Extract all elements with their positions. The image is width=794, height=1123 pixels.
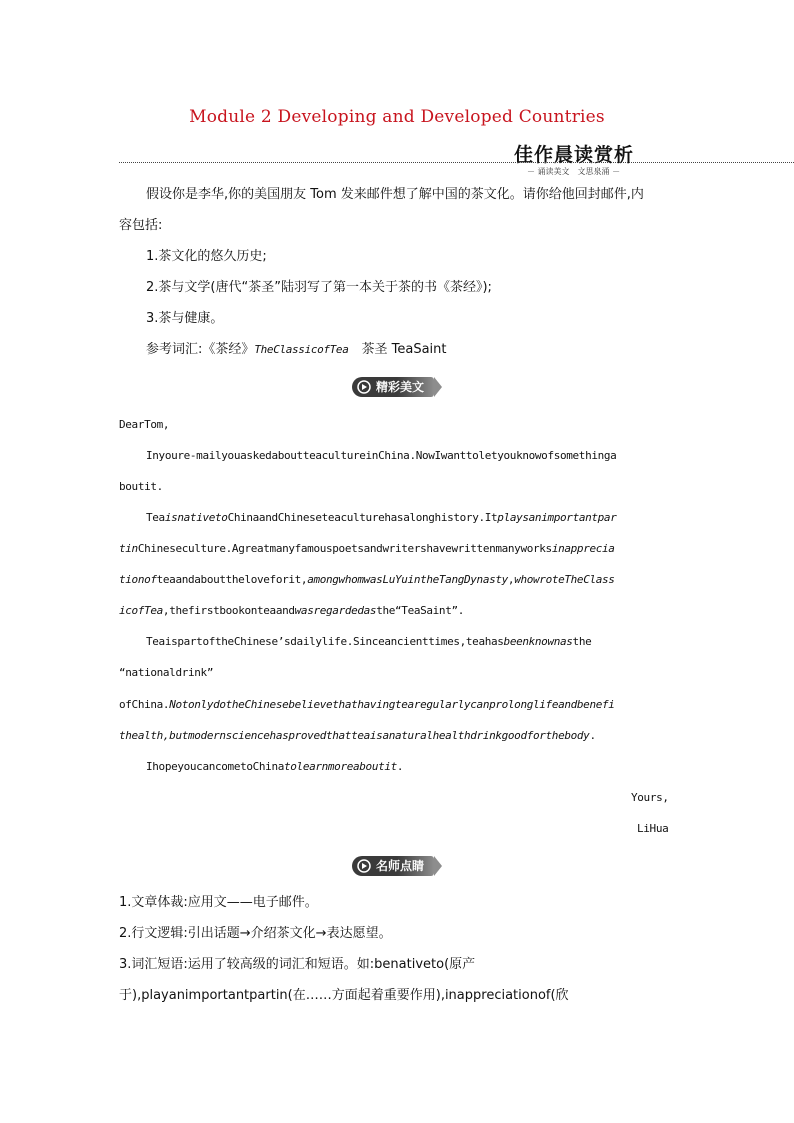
note-2: 2.行文逻辑:引出话题→介绍茶文化→表达愿望。 [119, 926, 392, 941]
highlight-phrase: thealth,butmodernsciencehasprovedthatteaisanaturalhealthdrinkgoodforthebody [119, 729, 590, 742]
banner-subheading: － 诵读美文 文思泉涌 － [527, 167, 621, 176]
highlight-phrase: whowroteTheClass [514, 573, 615, 586]
section-label-teacher-notes [352, 856, 434, 876]
prompt-item-2: 2.茶与文学(唐代“茶圣”陆羽写了第一本关于茶的书《茶经》); [146, 280, 492, 295]
highlight-phrase: NotonlydotheChinesebelievethathavingtearegularlycanprolonglifeandbenefi [169, 698, 615, 711]
highlight-phrase: inapprecia [551, 542, 615, 555]
text-run: Tea [146, 511, 165, 524]
letter-signature: LiHua [637, 822, 669, 835]
letter-p1-line2: boutit. [119, 480, 163, 493]
highlight-phrase: tin [119, 542, 138, 555]
text-run: Chineseculture.Agreatmanyfamouspoetsandwritershavewrittenmanyworks [137, 542, 552, 555]
vocab-line [146, 343, 446, 357]
letter-p2-line4 [119, 604, 464, 618]
prompt-line-1: 假设你是李华,你的美国朋友 Tom 发来邮件想了解中国的茶文化。请你给他回封邮件,内 [146, 187, 644, 202]
highlight-phrase: tolearnmoreaboutit [284, 760, 397, 773]
vocab-prefix: 参考词汇:《茶经》 [146, 342, 255, 357]
text-run: ChinaandChineseteaculturehasalonghistory.It [227, 511, 498, 524]
play-icon [357, 859, 371, 873]
letter-p2-line2 [119, 542, 615, 556]
banner-heading: 佳作晨读赏析 [514, 144, 635, 166]
vocab-term-2: 茶圣 TeaSaint [348, 342, 447, 357]
highlight-phrase: tionof [119, 573, 157, 586]
text-run: the“TeaSaint”. [376, 604, 465, 617]
text-run: ofChina. [119, 698, 170, 711]
text-run: IhopeyoucancometoChina [146, 760, 284, 773]
section-label-model-essay [352, 377, 434, 397]
text-run: the [572, 635, 592, 648]
play-icon [357, 380, 371, 394]
section-label-text: 精彩美文 [376, 380, 425, 394]
letter-closing: Yours, [631, 791, 669, 804]
highlight-phrase: icofTea [119, 604, 163, 617]
highlight-phrase: playsanimportantpar [497, 511, 617, 524]
letter-p3-line2: “nationaldrink” [119, 666, 214, 679]
section-label-text: 名师点睛 [376, 859, 425, 873]
highlight-phrase: isnativeto [164, 511, 228, 524]
letter-p4 [146, 760, 403, 774]
section-banner [119, 136, 794, 176]
banner-divider [119, 162, 794, 163]
letter-p3-line4 [119, 729, 596, 743]
text-run: . [589, 729, 596, 742]
vocab-term-1: TheClassicofTea [254, 343, 349, 356]
note-4: 于),playanimportantpartin(在……方面起着重要作用),inappreciationof(欣 [119, 988, 569, 1003]
highlight-phrase: beenknownas [503, 635, 573, 648]
text-run: ,thefirstbookonteaand [162, 604, 295, 617]
letter-p3-line1 [146, 635, 591, 649]
prompt-item-1: 1.茶文化的悠久历史; [146, 249, 267, 264]
letter-greeting: DearTom, [119, 418, 170, 431]
prompt-line-2: 容包括: [119, 218, 163, 233]
highlight-phrase: wasregardedas [294, 604, 377, 617]
note-1: 1.文章体裁:应用文——电子邮件。 [119, 895, 318, 910]
letter-p2-line1 [146, 511, 616, 525]
page-title: Module 2 Developing and Developed Countries [189, 107, 605, 127]
text-run: . [396, 760, 404, 773]
letter-p1-line1: Inyoure-mailyouaskedaboutteacultureinChina.NowIwanttoletyouknowofsomethinga [146, 449, 617, 462]
letter-p3-line3 [119, 698, 615, 712]
letter-p2-line3 [119, 573, 615, 587]
highlight-phrase: amongwhomwasLuYuintheTangDynasty [307, 573, 508, 586]
text-run: , [507, 573, 515, 586]
note-3: 3.词汇短语:运用了较高级的词汇和短语。如:benativeto(原产 [119, 957, 476, 972]
text-run: TeaispartoftheChinese’sdailylife.Sinceancienttimes,teahas [146, 635, 504, 648]
prompt-item-3: 3.茶与健康。 [146, 311, 224, 326]
text-run: teaandabouttheloveforit, [156, 573, 308, 586]
